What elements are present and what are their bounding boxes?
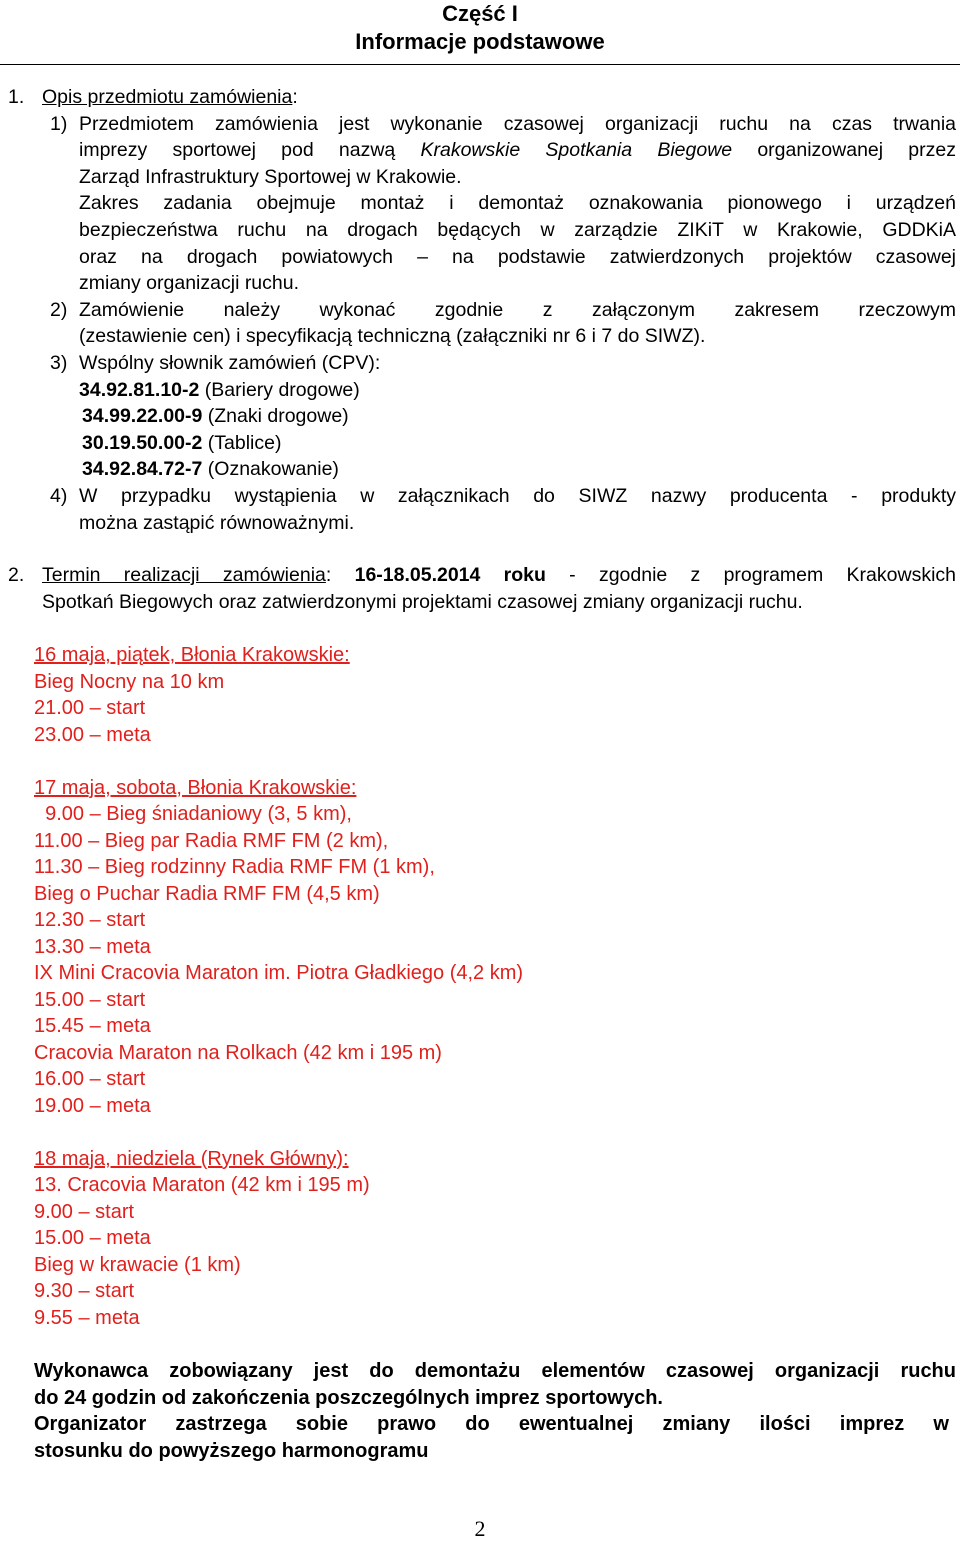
final-line-2: do 24 godzin od zakończenia poszczególnych imprez sportowych. [34,1386,663,1409]
schedule-line: 15.45 – meta [34,1015,151,1038]
section-2-number: 2. [8,564,25,587]
schedule [0,642,960,1331]
cpv-code-row: 34.92.84.72-7 (Oznakowanie) [82,458,339,481]
item-1-line-3: Zarząd Infrastruktury Sportowej w Krakowie. [79,165,462,188]
item-1-line-1: Przedmiotem zamówienia jest wykonanie czasowej organizacji ruchu na czas trwania [79,112,956,135]
document-body [0,84,960,1465]
cpv-code-row: 34.99.22.00-9 (Znaki drogowe) [82,405,349,428]
schedule-line: 16.00 – start [34,1068,146,1091]
cpv-code-row: 34.92.81.10-2 (Bariery drogowe) [79,378,360,401]
item-1-line-7: zmiany organizacji ruchu. [79,272,300,295]
item-4-line-2: można zastąpić równoważnymi. [79,511,355,534]
schedule-day-3-title: 18 maja, niedziela (Rynek Główny): [34,1147,349,1170]
schedule-line: 11.30 – Bieg rodzinny Radia RMF FM (1 km), [34,856,435,879]
event-name: Krakowskie Spotkania Biegowe [420,139,733,162]
section-1-number: 1. [8,86,25,108]
schedule-line: 11.00 – Bieg par Radia RMF FM (2 km), [34,829,389,852]
section-1-title: Opis przedmiotu zamówienia [42,86,293,108]
schedule-line: 23.00 – meta [34,723,151,746]
part-title: Informacje podstawowe [355,29,605,54]
item-4-number: 4) [50,484,68,507]
item-1-line-2: imprezy sportowej pod nazwą Krakowskie Spotkania Biegowe organizowanej przez [79,139,956,162]
item-2-line-2: (zestawienie cen) i specyfikacją techniczną (załączniki nr 6 i 7 do SIWZ). [79,325,706,348]
schedule-line: Bieg o Puchar Radia RMF FM (4,5 km) [34,882,380,905]
schedule-line: 13. Cracovia Maraton (42 km i 195 m) [34,1174,370,1197]
item-1 [0,111,956,297]
item-4-line-1: W przypadku wystąpienia w załącznikach do SIWZ nazwy producenta - produkty [79,484,956,507]
header-rule [0,64,960,65]
schedule-line: 19.00 – meta [34,1094,151,1117]
item-1-line-5: bezpieczeństwa ruchu na drogach będących w zarządzie ZIKiT w Krakowie, GDDKiA [79,218,956,241]
schedule-line: 9.55 – meta [34,1306,140,1329]
schedule-line: Bieg w krawacie (1 km) [34,1253,241,1276]
section-2-line-1: Termin realizacji zamówienia: 16-18.05.2014 roku - zgodnie z programem Krakowskich [42,564,956,587]
final-line-1: Wykonawca zobowiązany jest do demontażu elementów czasowej organizacji ruchu [34,1360,956,1383]
schedule-day-2-title: 17 maja, sobota, Błonia Krakowskie: [34,776,357,799]
final-notes [0,1358,956,1464]
section-1-heading [0,84,960,111]
schedule-line: Cracovia Maraton na Rolkach (42 km i 195 m) [34,1041,442,1064]
section-2-title: Termin realizacji zamówienia [42,564,326,587]
item-3 [0,350,956,483]
section-2-dates: 16-18.05.2014 roku [354,564,546,587]
schedule-line: 9.00 – Bieg śniadaniowy (3, 5 km), [34,803,352,826]
item-2-line-1: Zamówienie należy wykonać zgodnie z załączonym zakresem rzeczowym [79,298,956,321]
schedule-line: 15.00 – start [34,988,146,1011]
page-number: 2 [474,1516,486,1541]
item-2 [0,297,956,350]
schedule-line: 13.30 – meta [34,935,151,958]
section-2-line-2: Spotkań Biegowych oraz zatwierdzonymi projektami czasowej zmiany organizacji ruchu. [42,590,803,613]
final-line-4: stosunku do powyższego harmonogramu [34,1440,429,1463]
item-1-line-4: Zakres zadania obejmuje montaż i demontaż oznakowania pionowego i urządzeń [79,192,956,215]
cpv-code-row: 30.19.50.00-2 (Tablice) [82,431,282,454]
item-1-number: 1) [50,112,68,135]
item-3-number: 3) [50,351,68,374]
final-line-3: Organizator zastrzega sobie prawo do ewentualnej zmiany ilości imprez w [34,1413,949,1436]
page-header [0,0,960,56]
schedule-line: 12.30 – start [34,909,146,932]
item-1-line-6: oraz na drogach powiatowych – na podstawie zatwierdzonych projektów czasowej [79,245,956,268]
schedule-line: 9.30 – start [34,1280,135,1303]
schedule-line: Bieg Nocny na 10 km [34,670,225,693]
section-1-colon: : [292,86,298,108]
cpv-heading: Wspólny słownik zamówień (CPV): [79,351,381,374]
section-2 [0,562,956,615]
item-4 [0,483,956,536]
schedule-day-1-title: 16 maja, piątek, Błonia Krakowskie: [34,644,350,667]
schedule-line: IX Mini Cracovia Maraton im. Piotra Gładkiego (4,2 km) [34,962,524,985]
schedule-line: 21.00 – start [34,697,146,720]
schedule-line: 15.00 – meta [34,1227,151,1250]
item-2-number: 2) [50,298,68,321]
schedule-line: 9.00 – start [34,1200,135,1223]
part-label: Część I [442,1,518,26]
